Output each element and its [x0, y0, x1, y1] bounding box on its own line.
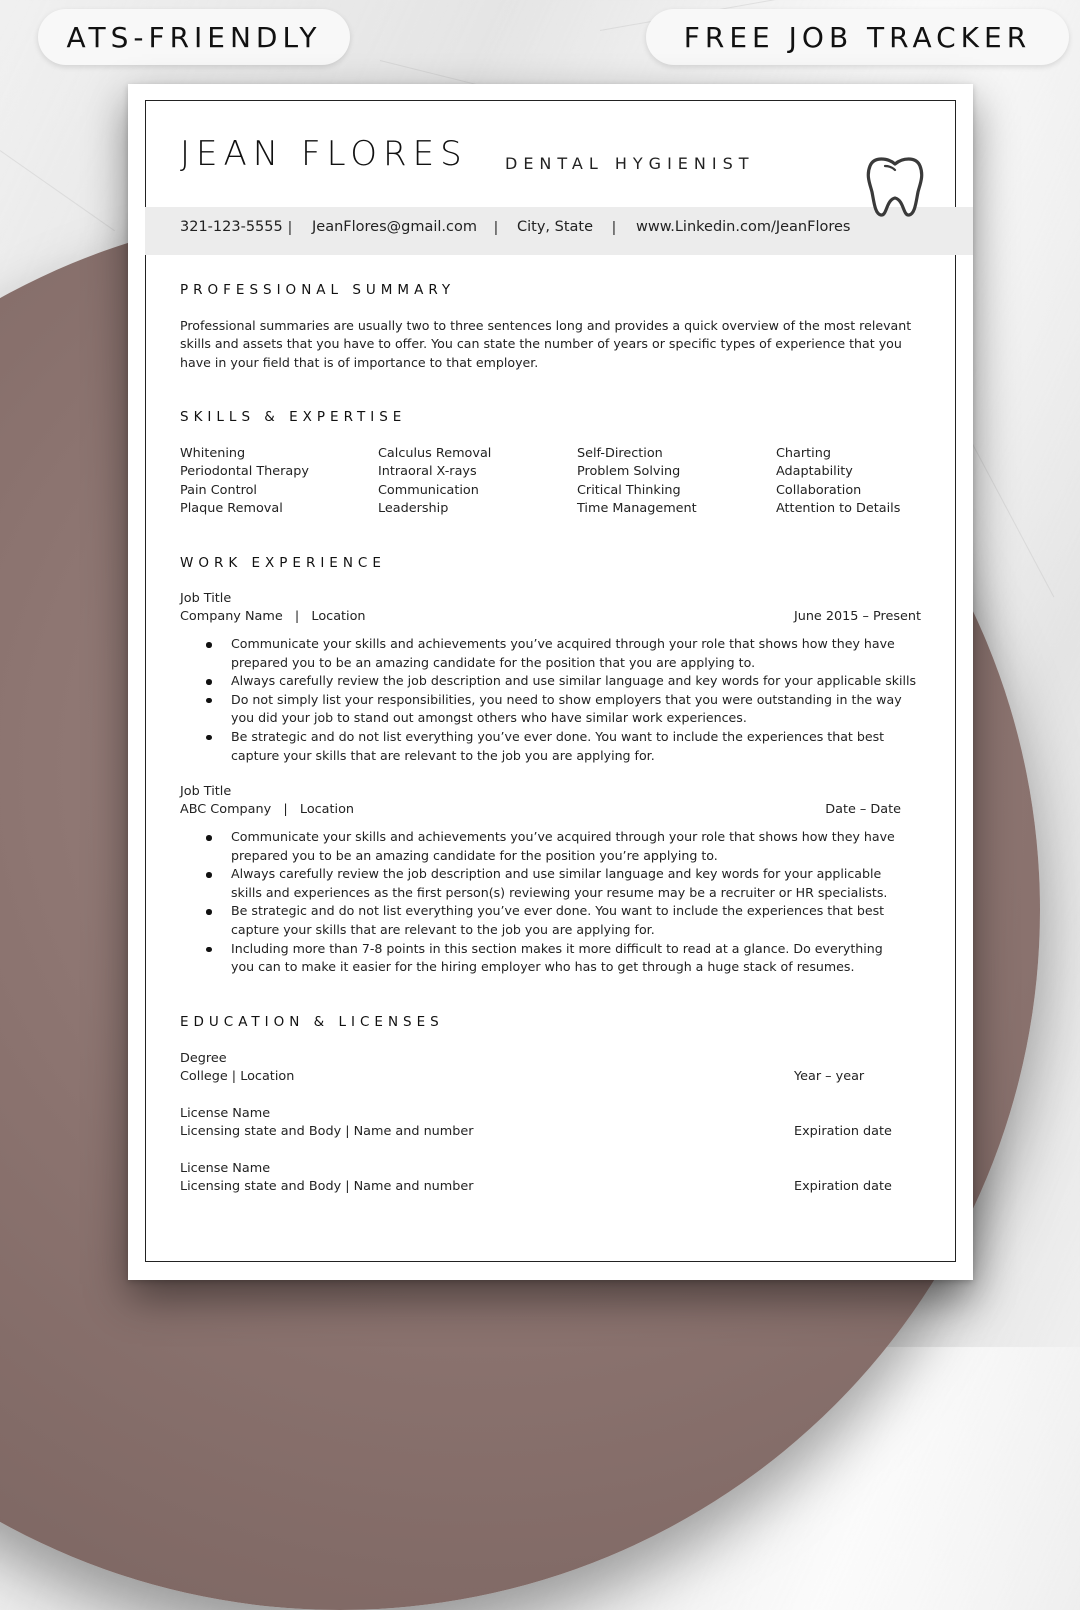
contact-location: City, State	[517, 219, 594, 235]
education-entry-detail: College | Location	[180, 1069, 295, 1084]
resume-name: JEAN FLORES	[180, 134, 468, 174]
summary-text: Professional summaries are usually two to three sentences long and provides a quick overview of the most relevant skills and assets that you have to offer. You can state the number of years or specific types of experience that you have in your field that is of importance to that employer.	[180, 318, 912, 370]
skill-item: Periodontal Therapy	[180, 464, 309, 480]
skill-item: Leadership	[378, 500, 449, 516]
education-entry-date: Year – year	[794, 1069, 865, 1084]
job-bullet: Be strategic and do not list everything you’ve ever done. You want to include the experiences that best capture your skills that are relevant to the job you are applying for.	[231, 902, 902, 939]
contact-email: JeanFlores@gmail.com	[312, 219, 477, 235]
resume-page	[128, 84, 973, 1280]
skills-column	[180, 445, 309, 518]
contact-separator: |	[612, 219, 616, 236]
ats-friendly-badge	[38, 9, 350, 65]
job-title: Job Title	[180, 591, 232, 606]
license-entry-expiration: Expiration date	[794, 1179, 892, 1194]
skill-item: Critical Thinking	[577, 482, 681, 498]
contact-phone: 321-123-5555	[180, 219, 283, 235]
job-company: ABC Company | Location	[180, 802, 355, 817]
license-entry-title: License Name	[180, 1106, 271, 1121]
job-bullet: Communicate your skills and achievements you’ve acquired through your role that shows how they have prepared you to be an amazing candidate for the position that you are applying to.	[231, 635, 926, 672]
skill-item: Plaque Removal	[180, 500, 283, 516]
contact-bar	[145, 207, 973, 255]
job-bullet: Always carefully review the job description and use similar language and key words for your applicable skills	[231, 672, 926, 691]
skill-item: Attention to Details	[776, 500, 901, 516]
skill-item: Time Management	[577, 500, 697, 516]
skill-item: Charting	[776, 446, 831, 461]
skill-item: Whitening	[180, 446, 246, 461]
skill-item: Communication	[378, 482, 479, 498]
job-dates: June 2015 – Present	[793, 609, 921, 624]
job-title: Job Title	[180, 784, 232, 799]
skill-item: Adaptability	[776, 464, 853, 480]
free-job-tracker-label: FREE JOB TRACKER	[683, 20, 1032, 54]
job-bullet: Be strategic and do not list everything you’ve ever done. You want to include the experiences that best capture your skills that are relevant to the job you are applying for.	[231, 728, 926, 765]
skill-item: Problem Solving	[577, 464, 681, 480]
job-dates: Date – Date	[825, 802, 901, 817]
job-bullets	[180, 635, 926, 765]
contact-linkedin: www.Linkedin.com/JeanFlores	[636, 219, 851, 235]
job-company: Company Name | Location	[180, 609, 366, 624]
contact-separator: |	[494, 219, 498, 236]
resume-job-title: DENTAL HYGIENIST	[505, 154, 755, 173]
skill-item: Self-Direction	[577, 446, 663, 461]
education-heading: EDUCATION & LICENSES	[180, 1014, 444, 1030]
skill-item: Calculus Removal	[378, 446, 492, 461]
job-bullet: Including more than 7-8 points in this section makes it more difficult to read at a glance. Do everything you can to make it easier for the hiring employer who has to get through a huge stack of resumes.	[231, 940, 902, 977]
skills-column	[378, 445, 491, 518]
contact-separator: |	[288, 219, 292, 236]
job-bullet: Always carefully review the job description and use similar language and key words for your applicable skills and experiences as the first person(s) reviewing your resume may be a recruiter or HR specialists.	[231, 865, 902, 902]
license-entry-title: License Name	[180, 1161, 271, 1176]
job-bullets	[180, 828, 902, 977]
job-bullet: Do not simply list your responsibilities, you need to show employers that you were outstanding in the way you did your job to stand out amongst others who have similar work experiences.	[231, 691, 926, 728]
license-entry-detail: Licensing state and Body | Name and number	[180, 1179, 474, 1194]
skills-column	[577, 445, 697, 518]
tooth-icon	[864, 154, 926, 218]
skills-heading: SKILLS & EXPERTISE	[180, 409, 407, 425]
education-entry-title: Degree	[180, 1051, 227, 1066]
license-entry-expiration: Expiration date	[794, 1124, 892, 1139]
job-bullet: Communicate your skills and achievements you’ve acquired through your role that shows how they have prepared you to be an amazing candidate for the position you’re applying to.	[231, 828, 902, 865]
free-job-tracker-badge	[646, 9, 1069, 65]
license-entry-detail: Licensing state and Body | Name and number	[180, 1124, 474, 1139]
skills-column	[776, 445, 900, 518]
experience-heading: WORK EXPERIENCE	[180, 555, 386, 571]
summary-heading: PROFESSIONAL SUMMARY	[180, 282, 456, 298]
skill-item: Pain Control	[180, 482, 257, 498]
skill-item: Collaboration	[776, 482, 862, 498]
skill-item: Intraoral X-rays	[378, 464, 477, 480]
ats-friendly-label: ATS-FRIENDLY	[66, 20, 322, 54]
